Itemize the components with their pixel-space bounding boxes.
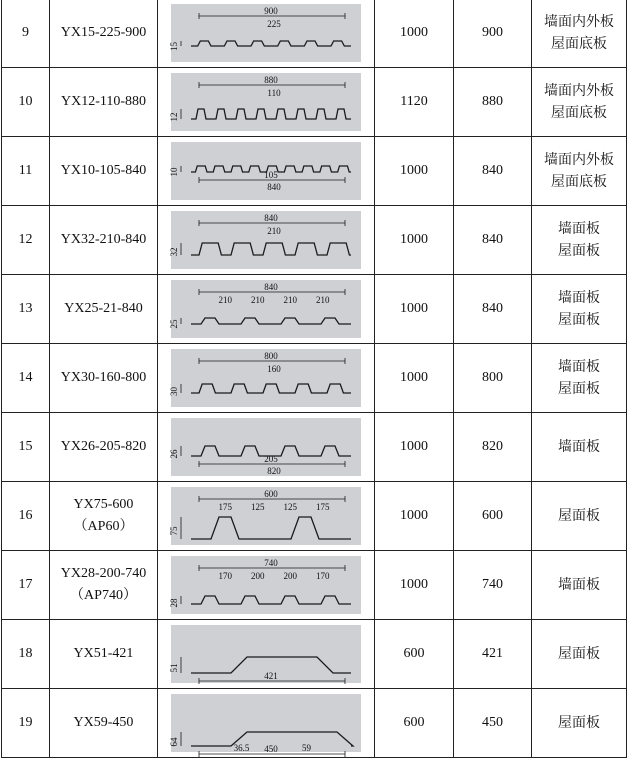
dimension-label: 225 — [267, 19, 281, 29]
profile-drawing — [171, 418, 361, 476]
usage-cell — [532, 482, 627, 551]
raw-width-value: 1000 — [400, 232, 428, 247]
profile-outline — [191, 41, 351, 46]
model-cell — [50, 206, 158, 275]
usage-cell — [532, 68, 627, 137]
effective-width-value: 450 — [482, 715, 503, 730]
row-number-cell — [2, 482, 50, 551]
profile-drawing — [171, 625, 361, 683]
usage-text: 屋面板 — [558, 646, 600, 662]
raw-width-value: 1000 — [400, 25, 428, 40]
dimension-label: 28 — [169, 598, 179, 608]
dimension-label: 10 — [169, 167, 179, 177]
row-number: 15 — [18, 439, 33, 454]
model-cell — [50, 0, 158, 68]
dimension-label: 75 — [169, 526, 179, 536]
row-number-cell — [2, 620, 50, 689]
profile-outline — [191, 243, 351, 255]
dimension-label: 421 — [264, 671, 278, 681]
table-row — [2, 344, 627, 413]
table-row — [2, 275, 627, 344]
model-name: YX28-200-740 — [60, 566, 147, 581]
model-cell — [50, 551, 158, 620]
effective-width-cell — [454, 344, 532, 413]
profile-drawing-cell — [158, 0, 375, 68]
row-number-cell — [2, 68, 50, 137]
row-number: 13 — [18, 301, 33, 316]
row-number: 10 — [18, 94, 33, 109]
usage-cell — [532, 551, 627, 620]
profile-drawing-cell — [158, 68, 375, 137]
model-name: YX51-421 — [73, 646, 134, 661]
dimension-label: 32 — [169, 247, 179, 257]
raw-width-cell — [375, 68, 454, 137]
raw-width-cell — [375, 344, 454, 413]
dimension-label: 740 — [264, 558, 278, 568]
model-cell — [50, 68, 158, 137]
profile-drawing-cell — [158, 689, 375, 758]
effective-width-cell — [454, 551, 532, 620]
table-row — [2, 551, 627, 620]
model-cell — [50, 344, 158, 413]
usage-text: 墙面板 — [558, 577, 600, 593]
usage-text: 屋面板 — [558, 381, 600, 397]
usage-text: 墙面内外板 — [544, 152, 614, 168]
raw-width-cell — [375, 551, 454, 620]
row-number-cell — [2, 344, 50, 413]
profile-drawing-cell — [158, 413, 375, 482]
effective-width-value: 740 — [482, 577, 503, 592]
dimension-label: 110 — [267, 88, 281, 98]
effective-width-value: 900 — [482, 25, 503, 40]
profile-drawing-cell — [158, 620, 375, 689]
effective-width-cell — [454, 482, 532, 551]
raw-width-value: 1000 — [400, 439, 428, 454]
usage-text: 屋面板 — [558, 243, 600, 259]
row-number-cell — [2, 689, 50, 758]
dimension-label: 175 — [218, 502, 232, 512]
profile-drawing — [171, 211, 361, 269]
raw-width-cell — [375, 137, 454, 206]
model-name: YX12-110-880 — [60, 94, 147, 109]
raw-width-value: 1000 — [400, 301, 428, 316]
usage-cell — [532, 689, 627, 758]
profile-drawing-cell — [158, 551, 375, 620]
model-name: YX26-205-820 — [60, 439, 147, 454]
effective-width-cell — [454, 206, 532, 275]
usage-text: 屋面板 — [558, 508, 600, 524]
effective-width-value: 840 — [482, 163, 503, 178]
profile-drawing — [171, 556, 361, 614]
raw-width-value: 1000 — [400, 163, 428, 178]
dimension-label: 170 — [316, 571, 330, 581]
raw-width-cell — [375, 0, 454, 68]
dimension-label: 59 — [302, 743, 311, 753]
effective-width-cell — [454, 413, 532, 482]
raw-width-cell — [375, 275, 454, 344]
row-number-cell — [2, 275, 50, 344]
dimension-label: 900 — [264, 6, 278, 16]
row-number-cell — [2, 0, 50, 68]
effective-width-cell — [454, 0, 532, 68]
raw-width-value: 1000 — [400, 508, 428, 523]
table-row — [2, 620, 627, 689]
profile-outline — [191, 596, 351, 604]
raw-width-cell — [375, 413, 454, 482]
profile-drawing — [171, 142, 361, 200]
dimension-label: 105 — [264, 170, 278, 180]
raw-width-value: 1000 — [400, 577, 428, 592]
usage-cell — [532, 206, 627, 275]
raw-width-value: 1120 — [400, 94, 428, 109]
usage-text: 墙面内外板 — [544, 14, 614, 30]
effective-width-value: 840 — [482, 232, 503, 247]
effective-width-cell — [454, 620, 532, 689]
dimension-label: 12 — [169, 112, 179, 122]
effective-width-value: 600 — [482, 508, 503, 523]
usage-cell — [532, 344, 627, 413]
usage-cell — [532, 137, 627, 206]
dimension-label: 26 — [169, 449, 179, 459]
dimension-label: 840 — [267, 182, 281, 192]
dimension-label: 210 — [267, 226, 281, 236]
profile-drawing-cell — [158, 275, 375, 344]
effective-width-cell — [454, 689, 532, 758]
dimension-label: 820 — [267, 466, 281, 476]
usage-cell — [532, 0, 627, 68]
usage-cell — [532, 275, 627, 344]
effective-width-cell — [454, 275, 532, 344]
profile-drawing — [171, 694, 361, 752]
raw-width-value: 600 — [403, 646, 425, 661]
dimension-label: 51 — [169, 663, 179, 673]
dimension-label: 36.5 — [233, 743, 250, 753]
raw-width-value: 1000 — [400, 370, 428, 385]
profile-drawing-cell — [158, 206, 375, 275]
row-number: 16 — [18, 508, 33, 523]
row-number: 17 — [18, 577, 33, 592]
effective-width-value: 840 — [482, 301, 503, 316]
row-number: 12 — [18, 232, 33, 247]
usage-text: 墙面板 — [558, 290, 600, 306]
raw-width-cell — [375, 482, 454, 551]
model-cell — [50, 275, 158, 344]
profile-drawing — [171, 4, 361, 62]
effective-width-value: 820 — [482, 439, 503, 454]
usage-text: 墙面板 — [558, 359, 600, 375]
usage-text: 屋面底板 — [551, 174, 607, 190]
table-row — [2, 206, 627, 275]
raw-width-cell — [375, 620, 454, 689]
dimension-label: 125 — [251, 502, 265, 512]
model-name: YX15-225-900 — [60, 25, 147, 40]
row-number: 9 — [22, 25, 29, 40]
dimension-label: 880 — [264, 75, 278, 85]
model-cell — [50, 620, 158, 689]
table-row — [2, 68, 627, 137]
table-row — [2, 413, 627, 482]
row-number: 11 — [18, 163, 33, 178]
effective-width-value: 800 — [482, 370, 503, 385]
profile-spec-table — [1, 0, 627, 758]
usage-text: 屋面板 — [558, 312, 600, 328]
dimension-label: 600 — [264, 489, 278, 499]
usage-text: 墙面板 — [558, 221, 600, 237]
row-number: 14 — [18, 370, 33, 385]
model-name: （AP60） — [73, 519, 134, 534]
table-row — [2, 689, 627, 758]
effective-width-cell — [454, 68, 532, 137]
profile-outline — [191, 517, 351, 539]
effective-width-cell — [454, 137, 532, 206]
dimension-label: 840 — [264, 213, 278, 223]
row-number-cell — [2, 206, 50, 275]
raw-width-cell — [375, 689, 454, 758]
profile-outline — [191, 384, 351, 393]
model-cell — [50, 137, 158, 206]
profile-drawing — [171, 487, 361, 545]
usage-text: 墙面内外板 — [544, 83, 614, 99]
profile-drawing — [171, 280, 361, 338]
model-name: YX30-160-800 — [60, 370, 147, 385]
dimension-label: 210 — [251, 295, 265, 305]
model-cell — [50, 689, 158, 758]
model-name: YX59-450 — [73, 715, 134, 730]
raw-width-cell — [375, 206, 454, 275]
raw-width-value: 600 — [403, 715, 425, 730]
row-number-cell — [2, 137, 50, 206]
dimension-label: 64 — [169, 737, 179, 747]
dimension-label: 800 — [264, 351, 278, 361]
dimension-label: 205 — [264, 454, 278, 464]
profile-drawing-cell — [158, 137, 375, 206]
dimension-label: 160 — [267, 364, 281, 374]
table-row — [2, 482, 627, 551]
dimension-label: 200 — [283, 571, 297, 581]
dimension-label: 25 — [169, 319, 179, 329]
model-name: YX32-210-840 — [60, 232, 147, 247]
dimension-label: 170 — [218, 571, 232, 581]
model-name: YX75-600 — [73, 497, 134, 512]
usage-cell — [532, 413, 627, 482]
profile-drawing — [171, 349, 361, 407]
usage-text: 屋面底板 — [551, 105, 607, 121]
dimension-label: 175 — [316, 502, 330, 512]
profile-outline — [191, 318, 351, 324]
dimension-label: 200 — [251, 571, 265, 581]
row-number-cell — [2, 413, 50, 482]
model-cell — [50, 413, 158, 482]
dimension-label: 450 — [264, 744, 278, 754]
usage-text: 屋面底板 — [551, 36, 607, 52]
row-number: 19 — [18, 715, 33, 730]
model-name: （AP740） — [70, 588, 137, 603]
usage-text: 屋面板 — [558, 715, 600, 731]
dimension-label: 125 — [283, 502, 297, 512]
profile-drawing — [171, 73, 361, 131]
effective-width-value: 421 — [482, 646, 503, 661]
profile-drawing-cell — [158, 344, 375, 413]
profile-drawing-cell — [158, 482, 375, 551]
model-name: YX10-105-840 — [60, 163, 147, 178]
row-number: 18 — [18, 646, 33, 661]
model-name: YX25-21-840 — [64, 301, 143, 316]
usage-text: 墙面板 — [558, 439, 600, 455]
effective-width-value: 880 — [482, 94, 503, 109]
dimension-label: 210 — [283, 295, 297, 305]
dimension-label: 210 — [316, 295, 330, 305]
usage-cell — [532, 620, 627, 689]
dimension-label: 30 — [169, 387, 179, 396]
dimension-label: 15 — [169, 42, 179, 51]
table-row — [2, 137, 627, 206]
dimension-label: 210 — [218, 295, 232, 305]
row-number-cell — [2, 551, 50, 620]
dimension-label: 840 — [264, 282, 278, 292]
profile-outline — [191, 109, 351, 119]
table-row — [2, 0, 627, 68]
model-cell — [50, 482, 158, 551]
